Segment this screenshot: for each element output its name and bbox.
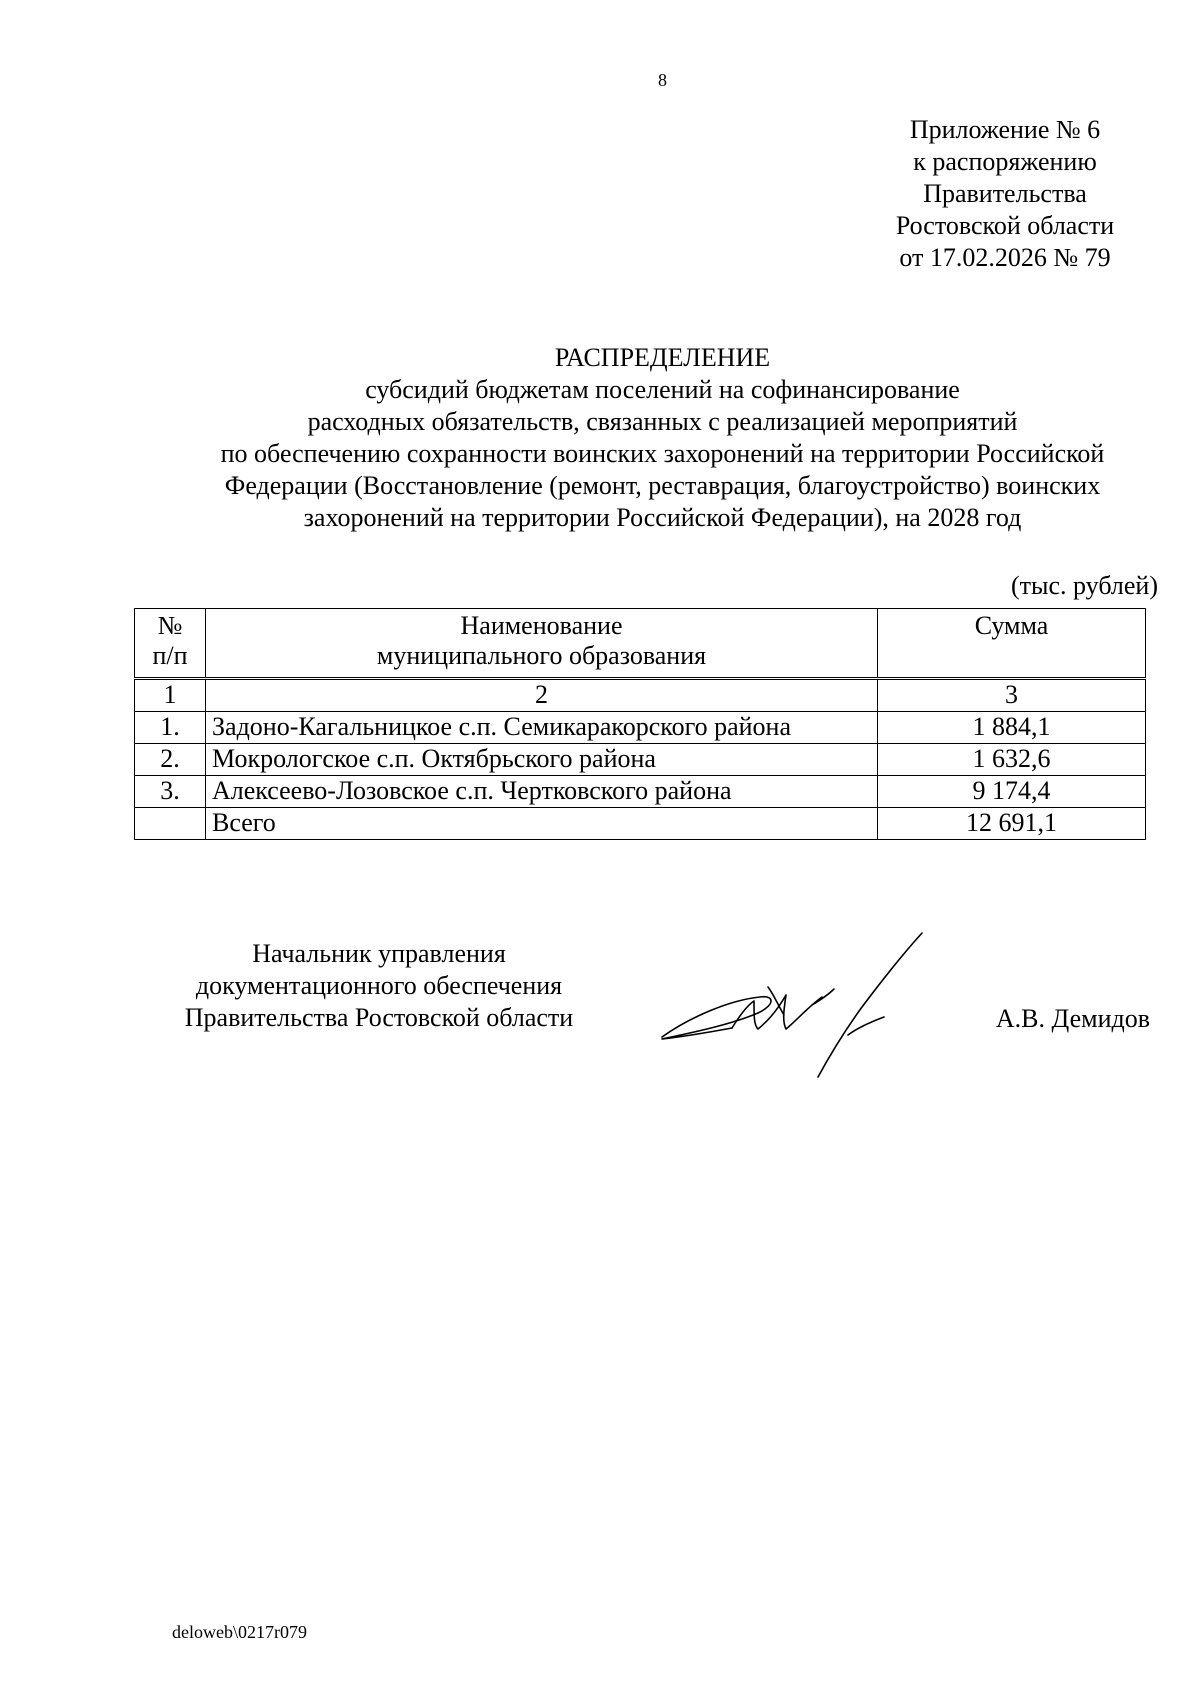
title-line: Федерации (Восстановление (ремонт, реставрация, благоустройство) воинских: [224, 471, 1101, 500]
column-number-row: [135, 679, 1146, 712]
appendix-line: Правительства: [923, 179, 1087, 208]
title-line: субсидий бюджетам поселений на софинансирование: [365, 375, 960, 404]
header-no-line2: п/п: [152, 641, 188, 670]
table-row: [135, 776, 1146, 808]
column-number: 1: [135, 679, 206, 712]
title-line: расходных обязательств, связанных с реализацией мероприятий: [307, 407, 1018, 436]
header-name: [206, 609, 878, 679]
row-name: Мокрологское с.п. Октябрьского района: [206, 744, 878, 776]
column-number: 3: [878, 679, 1146, 712]
total-no: [135, 808, 206, 840]
total-row: [135, 808, 1146, 840]
signatory-position: [165, 938, 593, 1034]
header-name-line2: муниципального образования: [376, 641, 707, 670]
row-name: Алексеево-Лозовское с.п. Чертковского района: [206, 776, 878, 808]
header-name-line1: Наименование: [460, 611, 623, 640]
column-number: 2: [206, 679, 878, 712]
row-sum: 1 632,6: [878, 744, 1146, 776]
row-name: Задоно-Кагальницкое с.п. Семикаракорского района: [206, 712, 878, 744]
total-sum: 12 691,1: [878, 808, 1146, 840]
position-line: Начальник управления: [252, 939, 506, 968]
distribution-table: [134, 608, 1146, 840]
document-title: [150, 342, 1175, 534]
appendix-line: Приложение № 6: [909, 115, 1101, 144]
appendix-reference: [835, 114, 1175, 274]
header-no: [135, 609, 206, 679]
table-row: [135, 712, 1146, 744]
title-line: захоронений на территории Российской Федерации), на 2028 год: [303, 503, 1022, 532]
page-number: 8: [658, 70, 667, 90]
document-code: deloweb\0217r079: [172, 1622, 307, 1642]
title-line: по обеспечению сохранности воинских захоронений на территории Российской: [220, 439, 1105, 468]
handwritten-signature: [650, 925, 940, 1085]
signer-name: А.В. Демидов: [995, 1004, 1150, 1033]
row-no: 3.: [135, 776, 206, 808]
row-sum: 9 174,4: [878, 776, 1146, 808]
total-label: Всего: [206, 808, 878, 840]
row-no: 1.: [135, 712, 206, 744]
table-header-row: [135, 609, 1146, 679]
position-line: документационного обеспечения: [195, 971, 563, 1000]
appendix-line: от 17.02.2026 № 79: [899, 243, 1111, 272]
table-row: [135, 744, 1146, 776]
appendix-line: к распоряжению: [913, 147, 1097, 176]
units-label: (тыс. рублей): [1010, 571, 1158, 600]
row-sum: 1 884,1: [878, 712, 1146, 744]
position-line: Правительства Ростовской области: [184, 1003, 574, 1032]
appendix-line: Ростовской области: [895, 211, 1115, 240]
row-no: 2.: [135, 744, 206, 776]
header-sum: Сумма: [878, 609, 1146, 679]
header-no-line1: №: [157, 611, 183, 640]
title-heading: РАСПРЕДЕЛЕНИЕ: [554, 343, 771, 372]
